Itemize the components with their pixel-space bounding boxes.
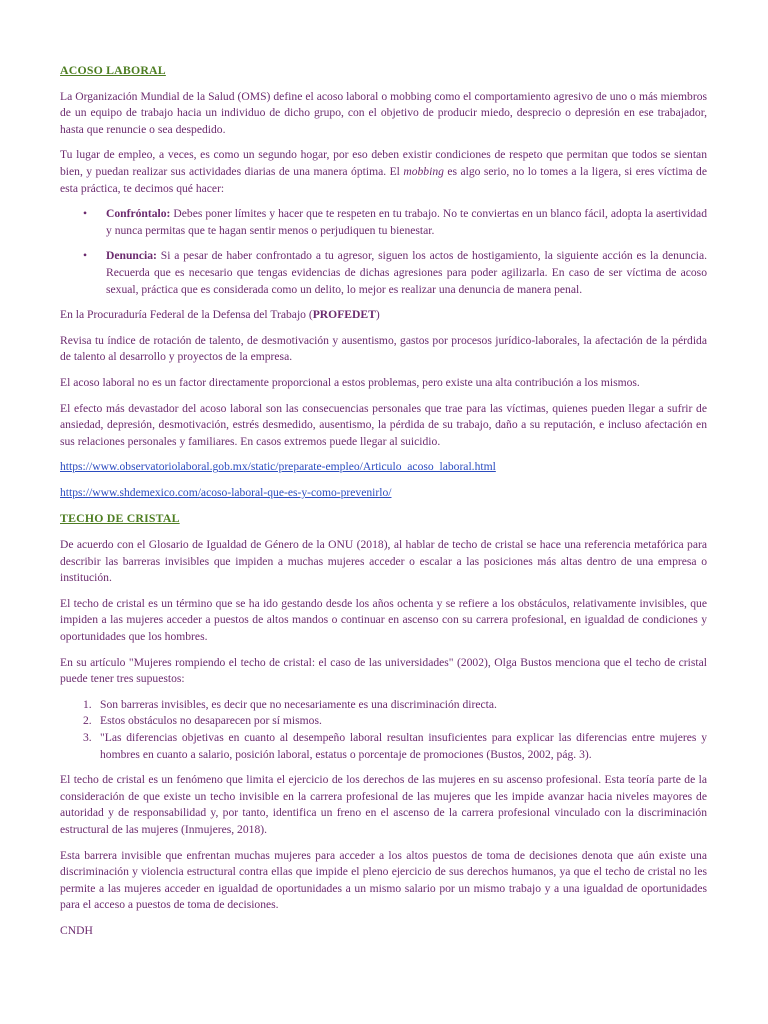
bullet-text: Si a pesar de haber confrontado a tu agresor, siguen los actos de hostigamiento, la siguiente acción es la denuncia. Recuerda que es necesario que tengas evidencias de dichas agresiones para poder agilizarla. En caso de ser víctima de acoso sexual, práctica que es considerada como un delito, lo mejor es realizar una denuncia de manera penal. [106, 249, 707, 296]
bullet-item-confrontalo [60, 206, 707, 239]
document-body [60, 62, 707, 949]
paragraph-glosario-onu: De acuerdo con el Glosario de Igualdad de Género de la ONU (2018), al hablar de techo de cristal se hace una referencia metafórica para describir las barreras invisibles que impiden a muchas mujeres acceder o escalar a las posiciones más altas dentro de una empresa o institución. [60, 538, 707, 585]
text-fragment: Tu lugar de empleo, a veces, es como un segundo hogar, por eso deben existir condiciones de respeto que permitan que todos se sientan bien, y puedan realizar sus actividades diarias de una manera óptima. El [60, 148, 707, 178]
heading-techo-de-cristal: TECHO DE CRISTAL [60, 511, 180, 526]
paragraph-factor-proporcional: El acoso laboral no es un factor directamente proporcional a estos problemas, pero existe una alta contribución a los mismos. [60, 375, 640, 389]
list-item-text: "Las diferencias objetivas en cuanto al desempeño laboral resultan insuficientes para explicar las diferencias entre mujeres y hombres en cuanto a salario, posición laboral, estatus o porcentaje de promociones (Bustos, 2002, pág. 3). [100, 731, 707, 761]
text-fragment: ) [375, 308, 380, 322]
list-number: 3. [83, 731, 92, 744]
list-item-text: Estos obstáculos no desaparecen por sí mismos. [100, 714, 322, 728]
paragraph-olga-bustos: En su artículo "Mujeres rompiendo el techo de cristal: el caso de las universidades" (2002), Olga Bustos menciona que el techo de cristal puede tener tres supuestos: [60, 655, 707, 686]
paragraph-oms-definition: La Organización Mundial de la Salud (OMS) define el acoso laboral o mobbing como el comportamiento agresivo de uno o más miembros de un equipo de trabajo hacia un individuo de dicho grupo, con el objetivo de producir miedo, desprecio o depresión en ese trabajador, hasta que renuncie o sea despedido. [60, 89, 707, 136]
text-italic-mobbing: mobbing [403, 164, 444, 178]
paragraph-fenomeno-limita: El techo de cristal es un fenómeno que limita el ejercicio de los derechos de las mujeres en su ascenso profesional. Esta teoría parte de la consideración de que existe un techo invisible en la carrera profesional de las mujeres que les impide avanzar hacia niveles mayores de autoridad y de responsabilidad y, por tanto, identifica un freno en el ascenso de la carrera profesional vinculado con la discriminación estructural de las mujeres (Inmujeres, 2018). [60, 773, 707, 836]
link-shdemexico[interactable]: https://www.shdemexico.com/acoso-laboral-que-es-y-como-prevenirlo/ [60, 485, 392, 499]
list-number: 2. [83, 714, 92, 728]
paragraph-lugar-empleo [60, 147, 707, 197]
bullet-label: Denuncia: [106, 249, 157, 263]
list-item [60, 713, 707, 730]
text-bold-profedet: PROFEDET [312, 308, 376, 322]
paragraph-revisa-indice: Revisa tu índice de rotación de talento, de desmotivación y ausentismo, gastos por procesos jurídico-laborales, la afectación de la pérdida de talento al desarrollo y proyectos de la empresa. [60, 333, 707, 364]
heading-acoso-laboral: ACOSO LABORAL [60, 63, 166, 77]
link-observatorio-laboral[interactable]: https://www.observatoriolaboral.gob.mx/static/preparate-empleo/Articulo_acoso_laboral.html [60, 460, 496, 474]
list-number: 1. [83, 697, 92, 711]
paragraph-barrera-invisible: Esta barrera invisible que enfrentan muchas mujeres para acceder a los altos puestos de toma de decisiones denota que aún existe una discriminación y violencia estructural contra ellas que impide el pleno ejercicio de sus derechos humanos, ya que el techo de cristal no les permite a las mujeres acceder en igualdad de oportunidades a un mismo salario por un mismo trabajo y a una igualdad de oportunidades para el acceso a puestos de toma de decisiones. [60, 848, 707, 912]
text-fragment: es algo serio, no lo tomes a la ligera, si eres víctima de esta práctica, te decimos qué hacer: [60, 164, 707, 195]
list-item-text: Son barreras invisibles, es decir que no necesariamente es una discriminación directa. [100, 697, 497, 711]
paragraph-efecto-devastador: El efecto más devastador del acoso laboral son las consecuencias personales que trae para las víctimas, quienes pueden llegar a sufrir de ansiedad, depresión, desmotivación, estrés desmedido, ausentismo, la pérdida de su trabajo, daño a su reputación, e incluso afectación en sus relaciones personales y familiares. En casos extremos puede llegar al suicidio. [60, 401, 707, 448]
bullet-item-denuncia [60, 248, 707, 298]
bullet-text: Debes poner límites y hacer que te respeten en tu trabajo. No te conviertas en un blanco fácil, adopta la asertividad y nunca permitas que te hagan sentir menos o perjudiquen tu bienestar. [106, 207, 707, 237]
bullet-icon: • [83, 249, 88, 263]
bullet-list [60, 206, 707, 298]
footer-source-cndh: CNDH [60, 923, 93, 937]
list-item [60, 697, 707, 714]
text-fragment: En la Procuraduría Federal de la Defensa del Trabajo ( [60, 308, 313, 322]
bullet-label: Confróntalo: [106, 207, 171, 221]
paragraph-profedet [60, 307, 707, 324]
bullet-icon: • [83, 207, 88, 221]
list-item [60, 730, 707, 763]
paragraph-termino-ochenta: El techo de cristal es un término que se ha ido gestando desde los años ochenta y se refiere a los obstáculos, relativamente invisibles, que impiden a las mujeres acceder a puestos de altos mandos o continuar en ascenso con su carrera profesional, en igualdad de condiciones y oportunidades que los hombres. [60, 596, 707, 644]
numbered-list [60, 697, 707, 763]
